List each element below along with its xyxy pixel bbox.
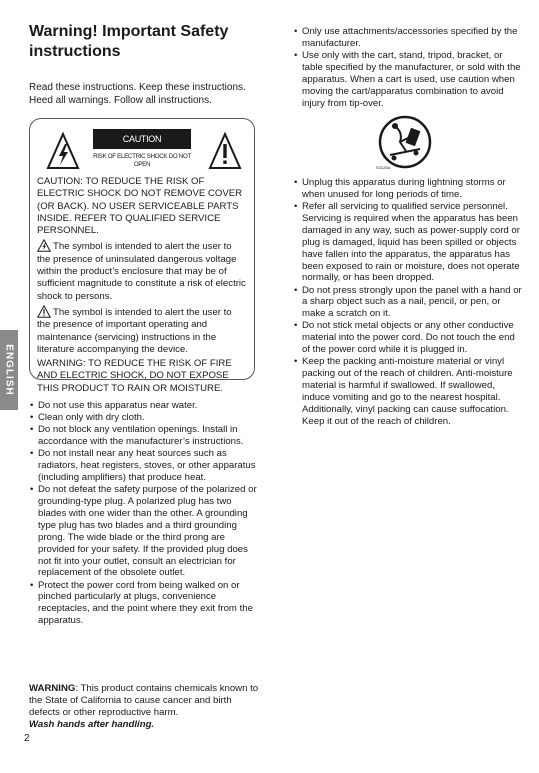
page-number: 2 bbox=[24, 733, 30, 744]
list-item: • Refer all servicing to qualified service personnel. Servicing is required when the apparatus has been damaged in any way, such as power-supply cord or plug is damaged, liquid has been spilled or objects have fallen into the apparatus, the apparatus has been exposed to rain or moisture, does not operate normally, or has been dropped. bbox=[293, 201, 525, 284]
lightning-triangle-icon bbox=[46, 132, 80, 170]
page-title: Warning! Important Safety instructions bbox=[29, 23, 229, 60]
caution-label: CAUTION bbox=[93, 129, 191, 149]
cart-icon-code: S3125A bbox=[376, 165, 391, 170]
exclamation-triangle-icon bbox=[208, 132, 242, 170]
list-item: • Use only with the cart, stand, tripod, bracket, or table specified by the manufacturer, or sold with the apparatus. When a cart is used, use caution when moving the cart/apparatus combination to avoid injury from tip-over. bbox=[293, 50, 525, 110]
warning-text: : This product contains chemicals known to the State of California to cause cancer and birth defects or other reproductive harm. bbox=[29, 683, 259, 718]
safety-list-right-bottom bbox=[293, 177, 525, 428]
excl-symbol-paragraph bbox=[37, 305, 247, 356]
language-side-tab bbox=[0, 330, 18, 410]
list-item: • Unplug this apparatus during lightning storms or when unused for long periods of time. bbox=[293, 177, 525, 201]
fire-warning-text: WARNING: TO REDUCE THE RISK OF FIRE AND ELECTRIC SHOCK, DO NOT EXPOSE THIS PRODUCT TO RAIN OR MOISTURE. bbox=[37, 358, 232, 394]
caution-body bbox=[37, 176, 247, 397]
wash-hands-text: Wash hands after handling. bbox=[29, 719, 155, 730]
excl-symbol-text: The symbol is intended to alert the user to the presence of important operating and maintenance (servicing) instructions in the literature accompanying the device. bbox=[37, 306, 232, 355]
caution-sublabel: RISK OF ELECTRIC SHOCK DO NOT OPEN bbox=[93, 153, 191, 168]
safety-list-right-top bbox=[293, 26, 525, 110]
language-label: ENGLISH bbox=[3, 344, 15, 396]
bolt-symbol-paragraph bbox=[37, 239, 247, 302]
intro-text: Read these instructions. Keep these instructions. Heed all warnings. Follow all instructions. bbox=[29, 82, 246, 106]
list-item: • Do not stick metal objects or any other conductive material into the power cord. Do not touch the end of the power cord while it is plugged in. bbox=[293, 320, 525, 356]
safety-list-left bbox=[29, 400, 257, 627]
bolt-symbol-text: The symbol is intended to alert the user to the presence of uninsulated dangerous voltage within the product’s enclosure that may be of sufficient magnitude to constitute a risk of electric shock to persons. bbox=[37, 241, 246, 302]
list-item: • Do not defeat the safety purpose of the polarized or grounding-type plug. A polarized plug has two blades with one wider than the other. A grounding type plug has two blades and a third grounding prong. The wide blade or the third prong are provided for your safety. If the provided plug does not fit into your outlet, consult an electrician for replacement of the obsolete outlet. bbox=[29, 484, 257, 579]
caution-header bbox=[40, 126, 246, 176]
caution-text: CAUTION: TO REDUCE THE RISK OF ELECTRIC SHOCK DO NOT REMOVE COVER (OR BACK). NO USER SERVICEABLE PARTS INSIDE. REFER TO QUALIFIED SERVICE PERSONNEL. bbox=[37, 176, 243, 237]
list-item: • Do not block any ventilation openings. Install in accordance with the manufacturer’s instructions. bbox=[29, 424, 257, 448]
lightning-triangle-icon bbox=[37, 239, 51, 252]
list-item: • Clean only with dry cloth. bbox=[29, 412, 257, 424]
list-item: • Do not install near any heat sources such as radiators, heat registers, stoves, or other apparatus (including amplifiers) that produce heat. bbox=[29, 448, 257, 484]
list-item: • Protect the power cord from being walked on or pinched particularly at plugs, convenience receptacles, and the point where they exit from the apparatus. bbox=[29, 580, 257, 628]
warning-label: WARNING bbox=[29, 683, 76, 694]
list-item: • Do not press strongly upon the panel with a hand or a sharp object such as a nail, pencil, or pen, or make a scratch on it. bbox=[293, 285, 525, 321]
caution-box bbox=[29, 118, 255, 394]
list-item: • Do not use this apparatus near water. bbox=[29, 400, 257, 412]
california-warning bbox=[29, 683, 259, 731]
list-item: • Only use attachments/accessories specified by the manufacturer. bbox=[293, 26, 525, 50]
list-item: • Keep the packing anti-moisture material or vinyl packing out of the reach of children. Anti-moisture material is harmful if swallowed. If swallowed, induce vomiting and go to the nearest hospital. Additionally, vinyl packing can cause suffocation. Keep it out of the reach of children. bbox=[293, 356, 525, 427]
cart-tipover-icon bbox=[376, 115, 434, 171]
exclamation-triangle-icon bbox=[37, 305, 51, 318]
